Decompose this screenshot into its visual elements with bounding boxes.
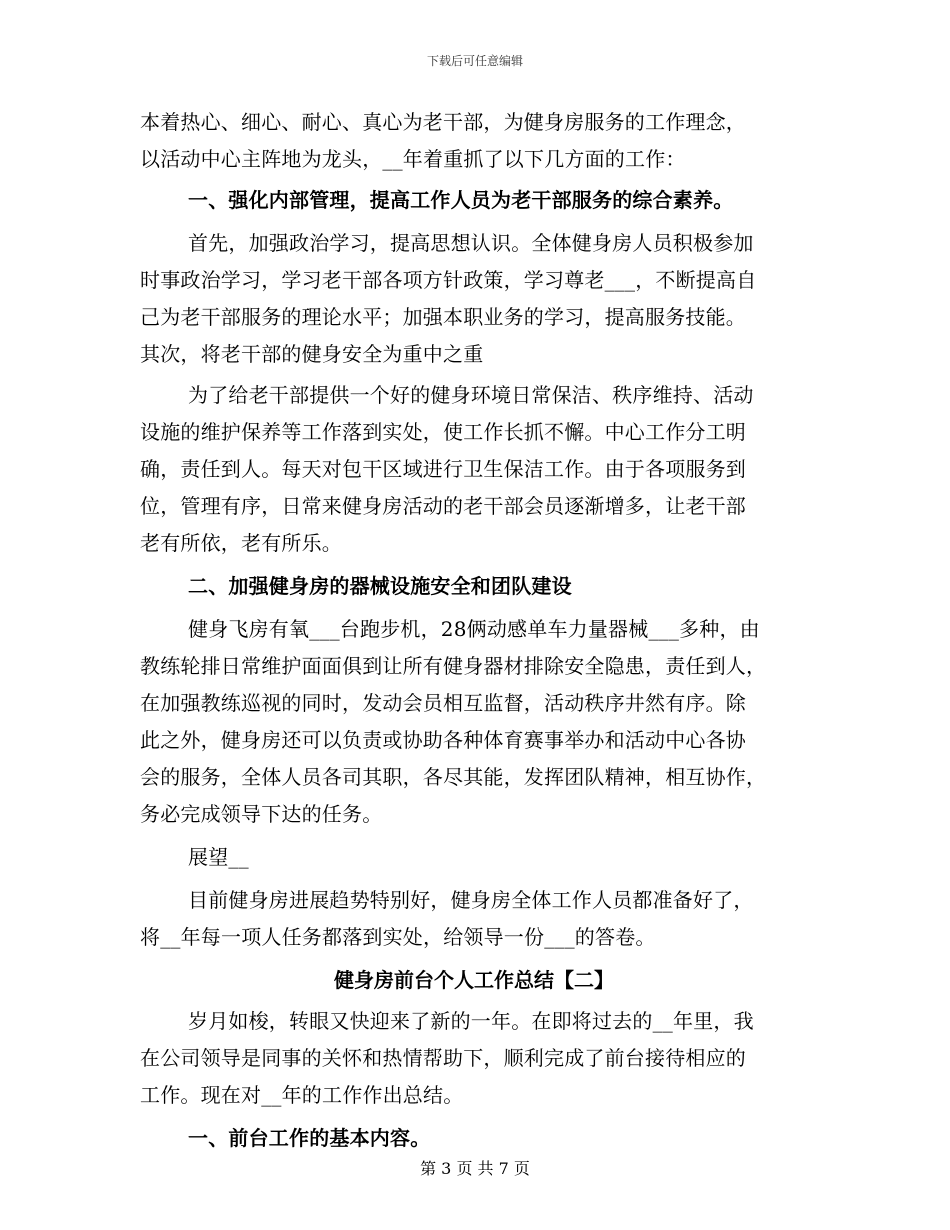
text-line: 位，管理有序，日常来健身房活动的老干部会员逐渐增多，让老干部	[140, 494, 746, 518]
text-line: 务必完成领导下达的任务。	[140, 802, 383, 826]
text-line: 首先，加强政治学习，提高思想认识。全体健身房人员积极参加	[188, 231, 754, 255]
text-line: 目前健身房进展趋势特别好，健身房全体工作人员都准备好了，	[188, 888, 754, 912]
section2-heading: 二、加强健身房的器械设施安全和团队建设	[188, 574, 572, 598]
text-line: 设施的维护保养等工作落到实处，使工作长抓不懈。中心工作分工明	[140, 420, 746, 444]
section2-paragraph	[140, 611, 808, 833]
text-line: 在加强教练巡视的同时，发动会员相互监督，活动秩序井然有序。除	[140, 691, 746, 715]
section1-paragraph-1	[140, 225, 808, 373]
part2-paragraph	[140, 1003, 808, 1114]
section1-heading: 一、强化内部管理，提高工作人员为老干部服务的综合素养。	[188, 188, 734, 212]
text-line: 将__年每一项人任务都落到实处，给领导一份___的答卷。	[140, 925, 656, 949]
text-line: 本着热心、细心、耐心、真心为老干部，为健身房服务的工作理念，	[140, 110, 746, 134]
intro-paragraph	[140, 104, 808, 178]
text-line: 健身飞房有氧___台跑步机，28俩动感单车力量器械___多种，由	[188, 617, 760, 641]
text-line: 工作。现在对__年的工作作出总结。	[140, 1083, 464, 1107]
text-line: 时事政治学习，学习老干部各项方针政策，学习尊老___，不断提高自	[140, 268, 757, 292]
text-line: 老有所依，老有所乐。	[140, 531, 342, 555]
text-line: 为了给老干部提供一个好的健身环境日常保洁、秩序维持、活动	[188, 383, 754, 407]
page-footer: 第 3 页 共 7 页	[420, 1159, 530, 1178]
text-line: 其次，将老干部的健身安全为重中之重	[140, 342, 484, 366]
section1-paragraph-2	[140, 377, 808, 562]
text-line: 此之外，健身房还可以负责或协助各种体育赛事举办和活动中心各协	[140, 728, 746, 752]
outlook-heading: 展望__	[188, 845, 249, 869]
text-line: 在公司领导是同事的关怀和热情帮助下，顺利完成了前台接待相应的	[140, 1046, 746, 1070]
outlook-paragraph	[140, 882, 808, 956]
text-line: 确，责任到人。每天对包干区域进行卫生保洁工作。由于各项服务到	[140, 457, 746, 481]
text-line: 会的服务，全体人员各司其职，各尽其能，发挥团队精神，相互协作，	[140, 765, 767, 789]
text-line: 教练轮排日常维护面面俱到让所有健身器材排除安全隐患，责任到人，	[140, 654, 767, 678]
text-line: 己为老干部服务的理论水平；加强本职业务的学习，提高服务技能。	[140, 305, 746, 329]
header-note: 下载后可任意编辑	[426, 54, 523, 68]
document-body	[140, 104, 808, 1157]
part2-title: 健身房前台个人工作总结【二】	[334, 968, 614, 992]
text-line: 以活动中心主阵地为龙头，__年着重抓了以下几方面的工作：	[140, 147, 686, 171]
text-line: 岁月如梭，转眼又快迎来了新的一年。在即将过去的__年里，我	[188, 1009, 754, 1033]
part2-heading: 一、前台工作的基本内容。	[188, 1126, 431, 1150]
